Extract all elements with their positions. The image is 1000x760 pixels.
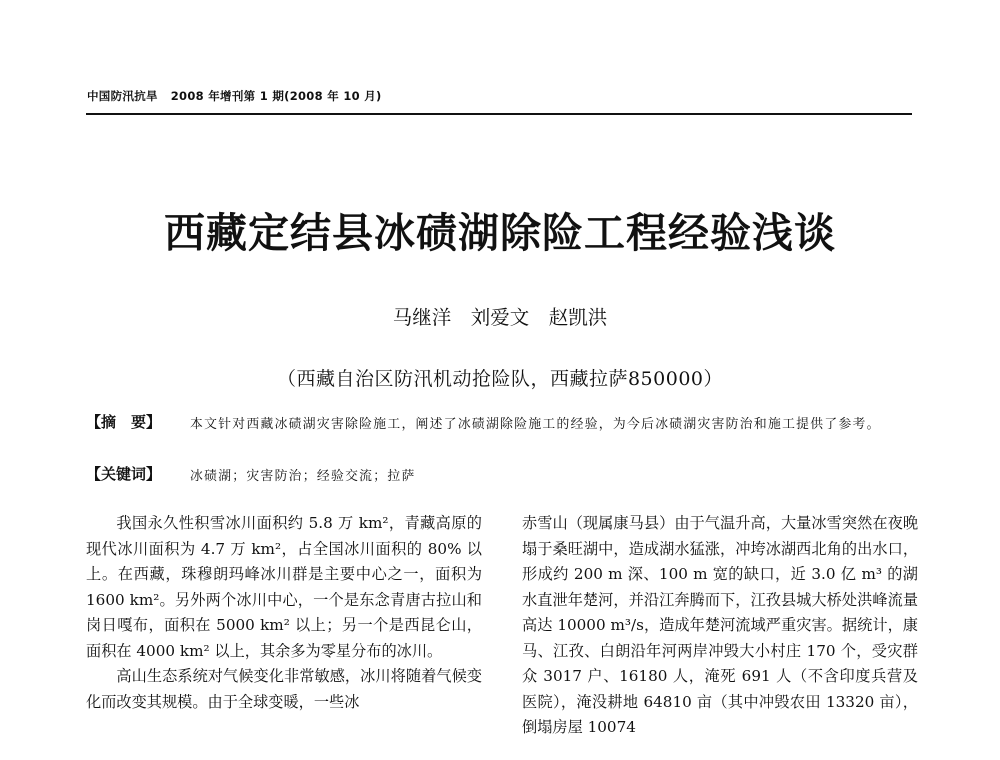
issue-info: 2008 年增刊第 1 期(2008 年 10 月) bbox=[170, 89, 382, 103]
running-header bbox=[87, 88, 382, 104]
authors: 马继洋 刘爱文 赵凯洪 bbox=[392, 306, 608, 329]
paper-title: 西藏定结县冰碛湖除险工程经验浅谈 bbox=[164, 209, 836, 257]
abstract-label: 【摘 要】 bbox=[86, 413, 162, 431]
journal-name: 中国防汛抗旱 bbox=[87, 89, 158, 103]
body-paragraph: 高山生态系统对气候变化非常敏感，冰川将随着气候变化而改变其规模。由于全球变暖，一些冰 bbox=[86, 667, 482, 711]
body-paragraph: 我国永久性积雪冰川面积约 5.8 万 km²，青藏高原的现代冰川面积为 4.7 万 km²，占全国冰川面积的 80% 以上。在西藏，珠穆朗玛峰冰川群是主要中心之一，面积为 1600 km²。另外两个冰川中心，一个是东念青唐古拉山和岗日嘎布，面积在 5000 km² 以上；另一个是西昆仑山，面积在 4000 km² 以上，其余多为零星分布的冰川。 bbox=[86, 514, 482, 660]
body-column-right bbox=[522, 511, 918, 741]
abstract-text: 本文针对西藏冰碛湖灾害除险施工，阐述了冰碛湖除险施工的经验，为今后冰碛湖灾害防治和施工提供了参考。 bbox=[190, 417, 881, 432]
affiliation: （西藏自治区防汛机动抢险队，西藏拉萨850000） bbox=[276, 368, 724, 390]
keywords-label: 【关键词】 bbox=[86, 465, 162, 483]
body-column-left bbox=[86, 511, 482, 715]
header-rule bbox=[86, 113, 912, 115]
body-paragraph: 赤雪山（现属康马县）由于气温升高，大量冰雪突然在夜晚塌于桑旺湖中，造成湖水猛涨，冲垮冰湖西北角的出水口，形成约 200 m 深、100 m 宽的缺口，近 3.0 亿 m³ 的湖水直泄年楚河，并沿江奔腾而下，江孜县城大桥处洪峰流量高达 10000 m³/s，造成年楚河流域严重灾害。据统计，康马、江孜、白朗沿年河两岸冲毁大小村庄 170 个，受灾群众 3017 户、16180 人，淹死 691 人（不含印度兵营及医院），淹没耕地 64810 亩（其中冲毁农田 13320 亩），倒塌房屋 10074 bbox=[522, 514, 918, 736]
keywords-text: 冰碛湖；灾害防治；经验交流；拉萨 bbox=[190, 469, 416, 484]
